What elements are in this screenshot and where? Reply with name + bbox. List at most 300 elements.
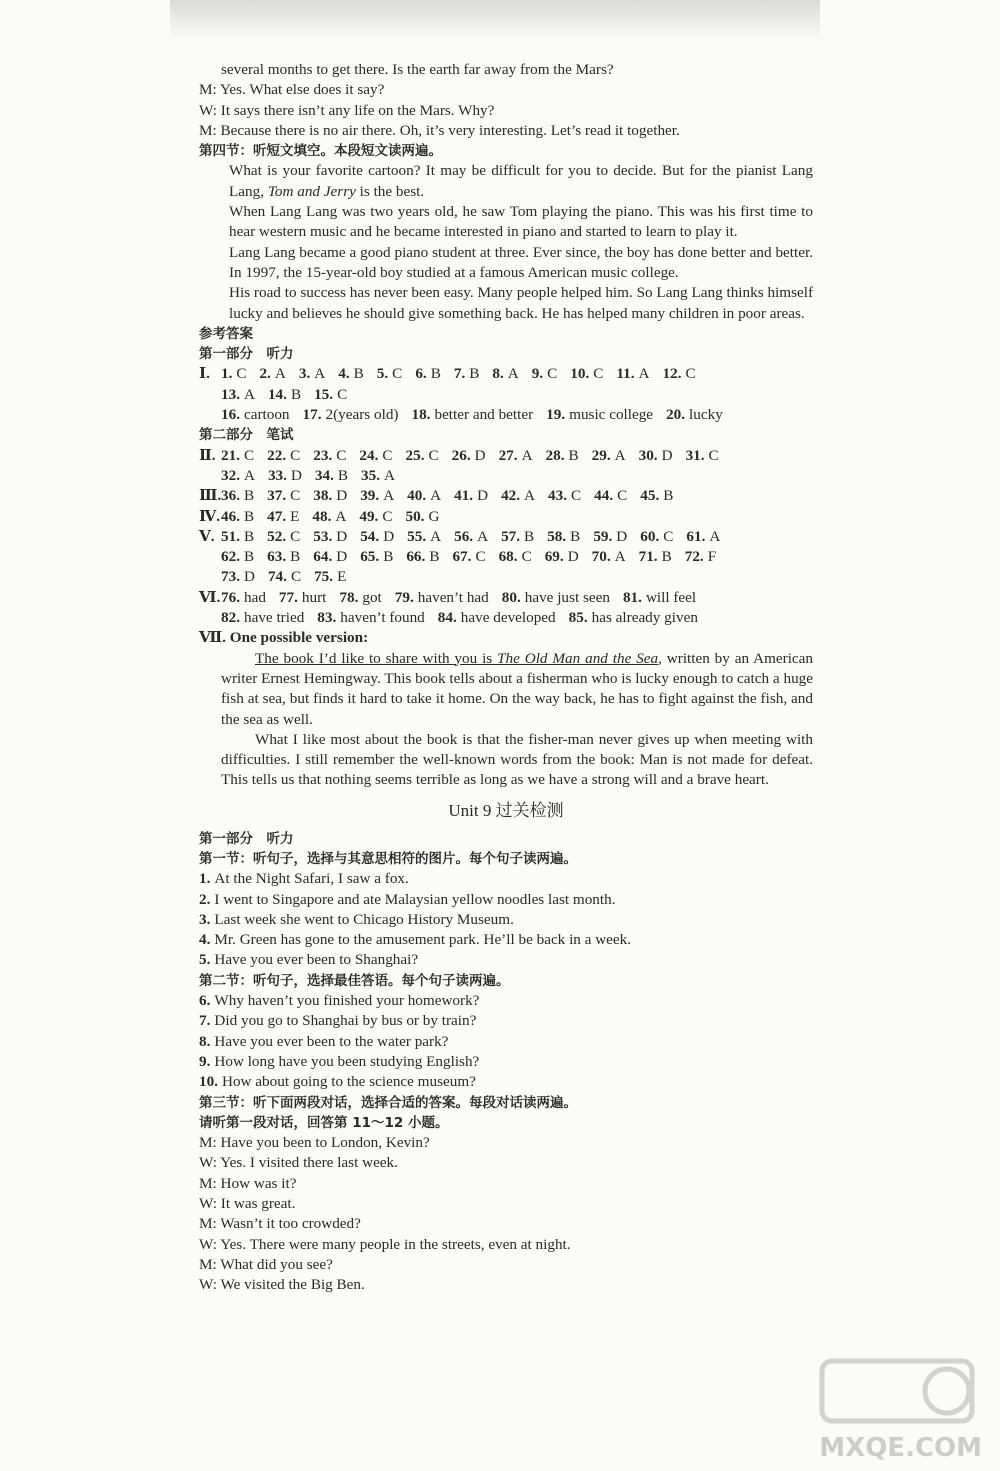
answer-value: C: [708, 446, 719, 464]
answer-value: music college: [569, 406, 654, 424]
question-number: 10.: [570, 365, 590, 383]
answer-value: B: [663, 487, 674, 505]
answer-item: [268, 567, 301, 587]
dialogue-line: M: Wasn’t it too crowded?: [199, 1215, 361, 1233]
question-number: 53.: [313, 527, 333, 545]
question-line: [199, 930, 813, 950]
question-text: Did you go to Shanghai by bus or by train?: [214, 1012, 477, 1030]
answer-item: [221, 588, 266, 608]
answer-item: [501, 486, 535, 506]
answer-item: [267, 507, 299, 527]
question-number: 5.: [376, 365, 389, 383]
answer-value: B: [290, 548, 301, 566]
answer-item: [315, 466, 348, 486]
answer-value: A: [335, 507, 347, 525]
question-number: 3.: [298, 365, 311, 383]
answer-value: E: [290, 507, 300, 525]
question-number: 67.: [452, 548, 472, 566]
unit9-section2-items: [199, 991, 813, 1092]
question-number: 27.: [498, 446, 518, 464]
answers-part1-heading: 第一部分 听力: [199, 346, 294, 363]
answer-item: [221, 608, 304, 628]
answer-item: [592, 547, 626, 567]
dialogue-line: W: It was great.: [199, 1195, 296, 1213]
answer-item: [499, 446, 533, 466]
roman-numeral: Ⅴ.: [199, 527, 215, 545]
question-number: 30.: [638, 446, 658, 464]
answer-value: had: [243, 588, 266, 606]
question-number: 64.: [313, 548, 333, 566]
answer-value: C: [236, 365, 247, 383]
answer-value: A: [430, 527, 442, 545]
script-line: W: It says there isn’t any life on the Mars. Why?: [199, 101, 495, 119]
question-number: 61.: [686, 527, 706, 545]
question-number: 73.: [221, 568, 240, 586]
answer-item: [360, 486, 394, 506]
answer-value: have developed: [460, 609, 556, 627]
dialogue-line: W: Yes. I visited there last week.: [199, 1154, 398, 1172]
answer-item: [594, 486, 627, 506]
answer-value: C: [428, 446, 439, 464]
answer-item: [623, 588, 696, 608]
answer-value: B: [243, 527, 255, 545]
answer-item: [546, 446, 579, 466]
answer-value: D: [661, 446, 673, 464]
question-number: 49.: [359, 507, 379, 525]
answer-item: [545, 547, 579, 567]
answer-value: D: [243, 568, 255, 586]
roman-numeral: Ⅱ.: [199, 446, 216, 464]
answer-item: [639, 446, 673, 466]
answer-value: C: [392, 365, 403, 383]
question-number: 4.: [338, 365, 350, 383]
question-number: 33.: [267, 466, 287, 484]
question-number: 11.: [616, 365, 635, 383]
answer-value: has already given: [591, 609, 698, 627]
answer-value: A: [430, 487, 442, 505]
answer-item: [686, 446, 719, 466]
question-text: How about going to the science museum?: [221, 1073, 476, 1091]
answer-row: [199, 547, 813, 567]
answer-value: C: [382, 507, 393, 525]
question-number: 42.: [501, 487, 521, 505]
answer-item: [359, 507, 392, 527]
unit9-section1-items: [199, 869, 813, 970]
answer-item: [685, 547, 716, 567]
answer-item: [268, 385, 301, 405]
answer-item: [221, 507, 254, 527]
answer-item: [267, 527, 300, 547]
answer-value: B: [337, 466, 349, 484]
question-number: 7.: [199, 1012, 211, 1030]
answer-value: D: [474, 446, 486, 464]
answer-item: [452, 446, 486, 466]
answer-value: D: [336, 487, 348, 505]
answer-item: [338, 364, 364, 384]
section4-heading: 第四节：听短文填空。本段短文读两遍。: [199, 143, 442, 160]
answer-value: C: [290, 446, 301, 464]
question-number: 44.: [594, 487, 614, 505]
question-number: 9.: [531, 365, 544, 383]
answer-value: D: [336, 527, 348, 545]
question-number: 52.: [267, 527, 287, 545]
question-number: 2.: [259, 365, 271, 383]
question-line: [199, 1011, 813, 1031]
question-line: [199, 910, 813, 930]
roman-numeral: Ⅵ.: [199, 588, 221, 606]
question-line: [199, 869, 813, 889]
question-number: 29.: [591, 446, 611, 464]
answer-value: B: [243, 507, 255, 525]
question-number: 55.: [407, 527, 427, 545]
answer-item: [267, 486, 300, 506]
answer-value: B: [661, 548, 672, 566]
dialogue-line: M: What did you see?: [199, 1255, 333, 1273]
answer-row: [199, 364, 813, 384]
question-number: 18.: [411, 406, 431, 424]
answer-value: B: [430, 365, 441, 383]
answer-value: A: [638, 365, 650, 383]
question-number: 20.: [666, 406, 686, 424]
question-number: 17.: [302, 406, 322, 424]
question-number: 40.: [407, 487, 427, 505]
answer-item: [303, 405, 399, 425]
answer-value: C: [337, 385, 348, 403]
answer-item: [221, 385, 255, 405]
answer-value: C: [685, 365, 696, 383]
answer-item: [313, 527, 347, 547]
answer-item: [569, 608, 698, 628]
answer-stamp-logo-icon: [812, 1353, 982, 1433]
question-number: 24.: [359, 446, 379, 464]
answer-item: [406, 446, 439, 466]
question-number: 66.: [406, 548, 426, 566]
unit9-section3-subheading: 请听第一段对话，回答第 11～12 小题。: [199, 1114, 449, 1131]
question-number: 6.: [199, 992, 211, 1010]
question-number: 71.: [638, 548, 658, 566]
question-line: [199, 1052, 813, 1072]
question-number: 25.: [405, 446, 425, 464]
question-number: 37.: [267, 487, 287, 505]
answer-value: D: [290, 466, 302, 484]
answer-value: C: [617, 487, 628, 505]
answer-item: [411, 405, 533, 425]
question-number: 63.: [267, 548, 287, 566]
answer-item: [267, 547, 300, 567]
question-number: 10.: [199, 1073, 218, 1091]
question-number: 16.: [221, 406, 240, 424]
answer-value: A: [507, 365, 519, 383]
answer-item: [314, 385, 347, 405]
answer-row: [199, 466, 813, 486]
question-text: At the Night Safari, I saw a fox.: [214, 870, 409, 888]
dialogue-line: M: Have you been to London, Kevin?: [199, 1134, 430, 1152]
question-number: 76.: [221, 588, 240, 606]
dialogue-line: W: We visited the Big Ben.: [199, 1276, 365, 1294]
answer-value: C: [290, 487, 301, 505]
question-number: 8.: [199, 1032, 211, 1050]
question-number: 79.: [394, 588, 414, 606]
answer-item: [360, 527, 394, 547]
question-number: 13.: [221, 385, 240, 403]
question-number: 3.: [199, 910, 211, 928]
question-number: 74.: [267, 568, 287, 586]
question-number: 14.: [267, 385, 287, 403]
answer-row: [199, 486, 813, 506]
answer-item: [570, 364, 603, 384]
answer-value: cartoon: [243, 406, 290, 424]
question-text: Have you ever been to the water park?: [214, 1032, 449, 1050]
answer-value: D: [336, 548, 348, 566]
question-number: 68.: [498, 548, 518, 566]
question-text: Why haven’t you finished your homework?: [214, 992, 480, 1010]
answer-value: C: [663, 527, 674, 545]
listening-script-intro: [199, 60, 813, 141]
essay-paragraph-2: What I like most about the book is that the fisher-man never gives up when meeting with difficulties. I still remember the well-known words from the book: Man is not made for defeat. This tells us that nothing seems terrible as long as we have a strong will and a brave heart.: [221, 730, 813, 789]
question-number: 8.: [492, 365, 504, 383]
question-text: Have you ever been to Shanghai?: [214, 951, 419, 969]
answer-row: [199, 567, 813, 587]
question-number: 4.: [199, 931, 211, 949]
answer-value: A: [383, 487, 395, 505]
answer-item: [313, 446, 346, 466]
answer-value: B: [429, 548, 440, 566]
answer-item: [260, 364, 286, 384]
question-number: 51.: [221, 527, 240, 545]
answer-item: [317, 608, 424, 628]
answer-value: C: [521, 548, 532, 566]
unit9-section2-heading: 第二节：听句子，选择最佳答语。每个句子读两遍。: [199, 972, 510, 989]
answer-item: [405, 507, 439, 527]
answer-value: better and better: [434, 406, 534, 424]
essay-label: Ⅶ. One possible version:: [199, 629, 369, 647]
unit9-title: Unit 9 过关检测: [448, 800, 564, 820]
answer-item: [313, 547, 347, 567]
question-number: 72.: [684, 548, 704, 566]
answer-row: [199, 588, 813, 608]
question-number: 77.: [278, 588, 298, 606]
answer-value: D: [477, 487, 489, 505]
question-number: 32.: [221, 466, 240, 484]
answer-value: A: [614, 548, 626, 566]
roman-numeral: Ⅳ.: [199, 507, 221, 525]
answer-value: A: [709, 527, 721, 545]
answer-item: [492, 364, 518, 384]
question-number: 38.: [313, 487, 333, 505]
answer-value: C: [382, 446, 393, 464]
answer-row: [199, 507, 813, 527]
answer-item: [415, 364, 441, 384]
unit9-section3-heading: 第三节：听下面两段对话，选择合适的答案。每段对话读两遍。: [199, 1094, 577, 1111]
answer-item: [454, 527, 488, 547]
answer-value: C: [571, 487, 582, 505]
answer-value: will feel: [645, 588, 697, 606]
question-number: 34.: [314, 466, 334, 484]
answer-row: [199, 608, 813, 628]
answer-item: [502, 588, 610, 608]
answer-item: [221, 466, 255, 486]
question-number: 31.: [685, 446, 705, 464]
roman-numeral: Ⅰ.: [199, 365, 210, 383]
answer-item: [221, 486, 254, 506]
answer-rows-listening: [199, 364, 813, 425]
answer-item: [221, 405, 290, 425]
section4-paragraph-3: Lang Lang became a good piano student at three. Ever since, the boy has done better and better. In 1997, the 15-year-old boy studied at a famous American music college.: [229, 243, 813, 281]
answer-item: [640, 486, 673, 506]
answer-item: [593, 527, 627, 547]
answer-value: C: [593, 365, 604, 383]
answer-item: [546, 405, 653, 425]
question-number: 36.: [221, 487, 240, 505]
answer-value: A: [384, 466, 395, 484]
question-number: 84.: [437, 609, 457, 627]
question-number: 70.: [591, 548, 611, 566]
question-number: 57.: [501, 527, 521, 545]
question-number: 47.: [267, 507, 287, 525]
script-line: M: Because there is no air there. Oh, it’s very interesting. Let’s read it together.: [199, 121, 680, 139]
question-number: 41.: [454, 487, 474, 505]
script-line: several months to get there. Is the earth far away from the Mars?: [221, 61, 614, 78]
answer-item: [221, 527, 254, 547]
answer-item: [359, 446, 392, 466]
answer-rows-written: [199, 446, 813, 629]
question-number: 21.: [221, 446, 240, 464]
answer-value: C: [243, 446, 255, 464]
answer-item: [499, 547, 532, 567]
question-number: 85.: [568, 609, 588, 627]
answer-value: C: [475, 548, 486, 566]
question-number: 35.: [361, 466, 381, 484]
answer-value: D: [383, 527, 395, 545]
answer-value: hurt: [301, 588, 327, 606]
question-number: 39.: [360, 487, 380, 505]
question-text: Last week she went to Chicago History Museum.: [214, 910, 514, 928]
question-number: 78.: [339, 588, 359, 606]
question-number: 48.: [312, 507, 332, 525]
question-number: 19.: [546, 406, 566, 424]
question-line: [199, 890, 813, 910]
answer-value: B: [243, 548, 255, 566]
answer-value: B: [290, 385, 302, 403]
answer-item: [361, 466, 395, 486]
dialogue-line: W: Yes. There were many people in the streets, even at night.: [199, 1235, 571, 1253]
answer-item: [313, 486, 347, 506]
answer-value: A: [614, 446, 626, 464]
question-number: 83.: [317, 609, 337, 627]
answer-value: B: [568, 446, 579, 464]
answer-value: C: [336, 446, 347, 464]
dialogue-line: M: How was it?: [199, 1174, 297, 1192]
answer-item: [221, 364, 247, 384]
question-number: 59.: [593, 527, 613, 545]
answer-value: C: [290, 527, 301, 545]
watermark-text: MXQE.COM: [819, 1433, 982, 1463]
essay-paragraph-1: The book I’d like to share with you is The Old Man and the Sea, written by an American writer Ernest Hemingway. This book tells about a fisherman who is lucky enough to catch a huge fish at sea, but finds it hard to take it home. On the way back, he has to fight against the fish, and the sea as well.: [221, 649, 813, 728]
answer-item: [548, 486, 581, 506]
question-number: 22.: [267, 446, 287, 464]
question-text: I went to Singapore and ate Malaysian yellow noodles last month.: [214, 890, 616, 908]
question-text: Mr. Green has gone to the amusement park. He’ll be back in a week.: [214, 931, 632, 949]
answer-value: B: [243, 487, 255, 505]
section4-paragraph-2: When Lang Lang was two years old, he saw Tom playing the piano. This was his first time to hear western music and he became interested in piano and started to learn to play it.: [229, 203, 813, 241]
answer-value: A: [477, 527, 489, 545]
answer-value: A: [314, 365, 326, 383]
answer-value: G: [428, 507, 440, 525]
answer-value: A: [243, 466, 255, 484]
question-number: 26.: [451, 446, 471, 464]
question-number: 6.: [415, 365, 427, 383]
question-number: 43.: [548, 487, 567, 505]
answer-item: [299, 364, 325, 384]
answer-value: haven’t found: [340, 609, 425, 627]
answer-item: [666, 405, 723, 425]
roman-numeral: Ⅲ.: [199, 487, 222, 505]
answers-heading: 参考答案: [199, 325, 253, 342]
answer-item: [640, 527, 673, 547]
script-line: M: Yes. What else does it say?: [199, 81, 385, 99]
answer-value: got: [362, 588, 382, 606]
answer-value: B: [383, 548, 394, 566]
question-number: 23.: [313, 446, 333, 464]
answer-item: [377, 364, 403, 384]
answer-item: [221, 547, 254, 567]
question-number: 5.: [199, 951, 211, 969]
question-number: 1.: [199, 870, 211, 888]
answer-row: [199, 446, 813, 466]
answer-item: [360, 547, 393, 567]
answer-item: [663, 364, 696, 384]
question-number: 12.: [662, 365, 682, 383]
question-number: 60.: [640, 527, 660, 545]
answer-item: [616, 364, 649, 384]
question-number: 45.: [640, 487, 660, 505]
answer-value: A: [521, 446, 533, 464]
answer-value: A: [243, 385, 255, 403]
answer-value: C: [547, 365, 558, 383]
answer-item: [438, 608, 556, 628]
watermark-logo: [812, 1353, 982, 1463]
answer-value: A: [274, 365, 286, 383]
answer-value: have tried: [243, 609, 305, 627]
answer-value: D: [616, 527, 628, 545]
question-line: [199, 1072, 813, 1092]
answer-item: [407, 486, 441, 506]
answer-value: 2(years old): [325, 406, 399, 424]
question-number: 75.: [314, 568, 334, 586]
question-number: 7.: [453, 365, 466, 383]
answer-row: [199, 527, 813, 547]
question-number: 69.: [544, 548, 564, 566]
answer-value: haven’t had: [417, 588, 489, 606]
question-number: 15.: [314, 385, 334, 403]
answer-item: [406, 547, 439, 567]
answer-item: [221, 567, 255, 587]
answer-item: [639, 547, 672, 567]
answer-value: C: [290, 568, 302, 586]
answer-value: B: [524, 527, 535, 545]
answer-item: [592, 446, 626, 466]
answer-item: [268, 466, 302, 486]
answer-item: [279, 588, 326, 608]
question-number: 62.: [221, 548, 240, 566]
answer-item: [221, 446, 254, 466]
answer-item: [407, 527, 441, 547]
answer-value: D: [567, 548, 579, 566]
section4-paragraph-4: His road to success has never been easy. Many people helped him. So Lang Lang thinks himself lucky and believes he should give something back. He has helped many children in poor areas.: [229, 284, 813, 322]
question-number: 2.: [199, 890, 211, 908]
question-number: 46.: [221, 507, 240, 525]
answer-value: B: [469, 365, 480, 383]
